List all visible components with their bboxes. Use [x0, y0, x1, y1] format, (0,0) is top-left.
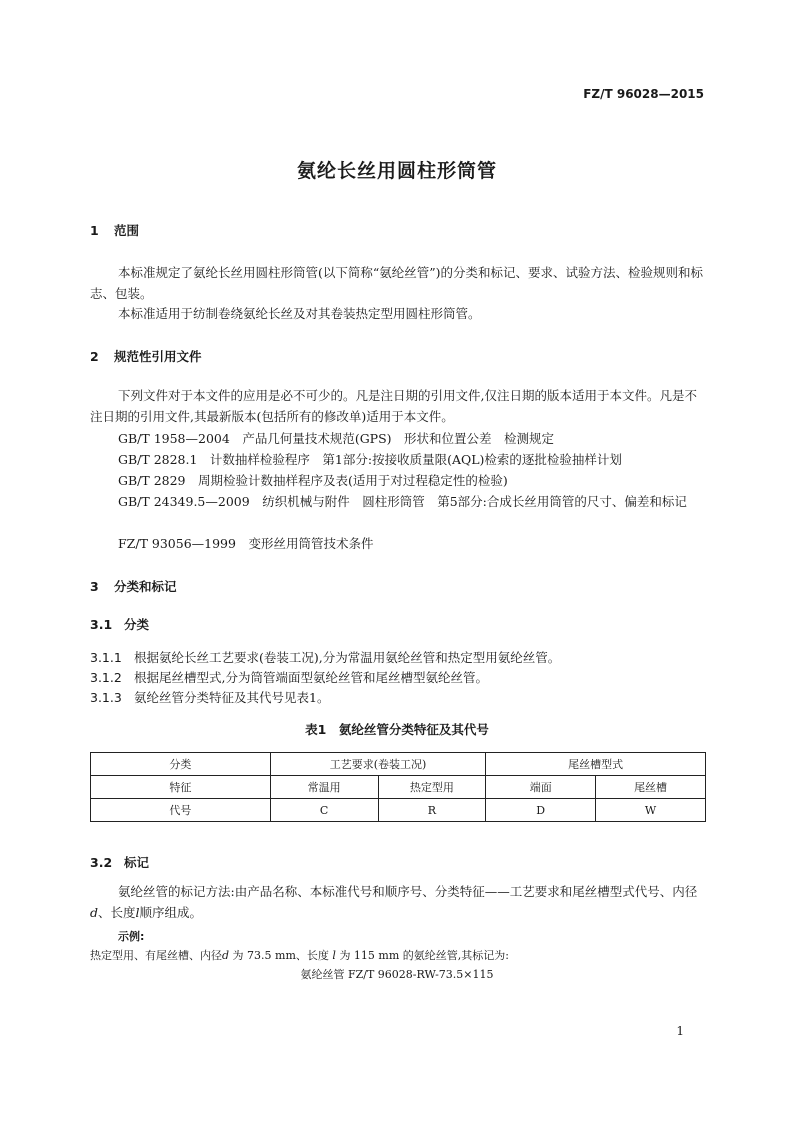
clause-number: 3.1.1 — [90, 650, 122, 665]
section-2-heading — [90, 347, 202, 365]
text-run: 氨纶丝管的标记方法:由产品名称、本标准代号和顺序号、分类特征——工艺要求和尾丝槽型式代号、内径 — [118, 884, 698, 899]
table-cell: 尾丝槽型式 — [486, 753, 706, 776]
clause-number: 3.1.3 — [90, 690, 122, 705]
table-cell: R — [378, 799, 486, 822]
table-row — [91, 799, 706, 822]
clause-text: 根据尾丝槽型式,分为筒管端面型氨纶丝管和尾丝槽型氨纶丝管。 — [134, 670, 488, 685]
section-3-2-heading — [90, 853, 149, 871]
section-1-paragraph-2: 本标准适用于纺制卷绕氨纶长丝及对其卷装热定型用圆柱形筒管。 — [118, 306, 481, 321]
clause-text: 根据氨纶长丝工艺要求(卷装工况),分为常温用氨纶丝管和热定型用氨纶丝管。 — [134, 650, 561, 665]
clause-3-1-2 — [90, 668, 488, 686]
table-cell: 分类 — [91, 753, 271, 776]
table-cell: 常温用 — [270, 776, 378, 799]
table-cell: 代号 — [91, 799, 271, 822]
text-run: 为 73.5 mm、长度 — [232, 949, 329, 962]
section-3-1-heading — [90, 615, 149, 633]
reference-item: GB/T 2829 周期检验计数抽样程序及表(适用于对过程稳定性的检验) — [118, 473, 508, 488]
table-row — [91, 776, 706, 799]
table-row — [91, 753, 706, 776]
clause-3-1-1 — [90, 648, 560, 666]
classification-table — [90, 752, 706, 822]
section-title: 分类和标记 — [114, 579, 177, 594]
section-title: 标记 — [124, 855, 150, 870]
section-2-paragraph: 下列文件对于本文件的应用是必不可少的。凡是注日期的引用文件,仅注日期的版本适用于本文件。凡是不注日期的引用文件,其最新版本(包括所有的修改单)适用于本文件。 — [90, 388, 697, 424]
reference-item: GB/T 2828.1 计数抽样检验程序 第1部分:按接收质量限(AQL)检索的逐批检验抽样计划 — [118, 452, 622, 467]
reference-item: GB/T 24349.5—2009 纺织机械与附件 圆柱形筒管 第5部分:合成长丝用筒管的尺寸、偏差和标记 — [118, 494, 687, 509]
section-number: 3.1 — [90, 617, 113, 632]
section-number: 3.2 — [90, 855, 113, 870]
example-mark: 氨纶丝管 FZ/T 96028-RW-73.5×115 — [300, 968, 494, 981]
table-cell: 热定型用 — [378, 776, 486, 799]
section-title: 规范性引用文件 — [114, 349, 202, 364]
text-run: 热定型用、有尾丝槽、内径 — [90, 949, 222, 962]
table-cell: 端面 — [486, 776, 596, 799]
symbol-d: d — [90, 905, 99, 920]
reference-item: GB/T 1958—2004 产品几何量技术规范(GPS) 形状和位置公差 检测规定 — [118, 431, 555, 446]
document-title: 氨纶长丝用圆柱形筒管 — [296, 160, 497, 182]
table-cell: 特征 — [91, 776, 271, 799]
standard-number: FZ/T 96028—2015 — [583, 87, 704, 101]
table-cell: 尾丝槽 — [596, 776, 706, 799]
page-number: 1 — [676, 1024, 684, 1038]
section-1-paragraph-1: 本标准规定了氨纶长丝用圆柱形筒管(以下简称“氨纶丝管”)的分类和标记、要求、试验方法、检验规则和标志、包装。 — [90, 265, 704, 301]
section-number: 2 — [90, 349, 99, 364]
symbol-d: d — [222, 949, 230, 962]
symbol-l: l — [135, 905, 140, 920]
section-title: 范围 — [114, 223, 140, 238]
section-title: 分类 — [124, 617, 150, 632]
section-3-heading — [90, 577, 177, 595]
marking-paragraph — [90, 881, 706, 923]
table-cell: C — [270, 799, 378, 822]
clause-number: 3.1.2 — [90, 670, 122, 685]
text-run: 为 115 mm 的氨纶丝管,其标记为: — [339, 949, 509, 962]
table-cell: D — [486, 799, 596, 822]
clause-text: 氨纶丝管分类特征及其代号见表1。 — [134, 690, 330, 705]
symbol-l: l — [332, 949, 336, 962]
text-run: 顺序组成。 — [139, 905, 203, 920]
table-cell: W — [596, 799, 706, 822]
section-number: 1 — [90, 223, 99, 238]
section-1-heading — [90, 221, 139, 239]
text-run: 、长度 — [98, 905, 136, 920]
example-label: 示例: — [118, 930, 145, 943]
clause-3-1-3 — [90, 688, 329, 706]
example-text — [90, 947, 509, 963]
table-caption: 表1 氨纶丝管分类特征及其代号 — [305, 722, 489, 737]
reference-item: FZ/T 93056—1999 变形丝用筒管技术条件 — [118, 536, 374, 551]
table-cell: 工艺要求(卷装工况) — [270, 753, 486, 776]
section-number: 3 — [90, 579, 99, 594]
